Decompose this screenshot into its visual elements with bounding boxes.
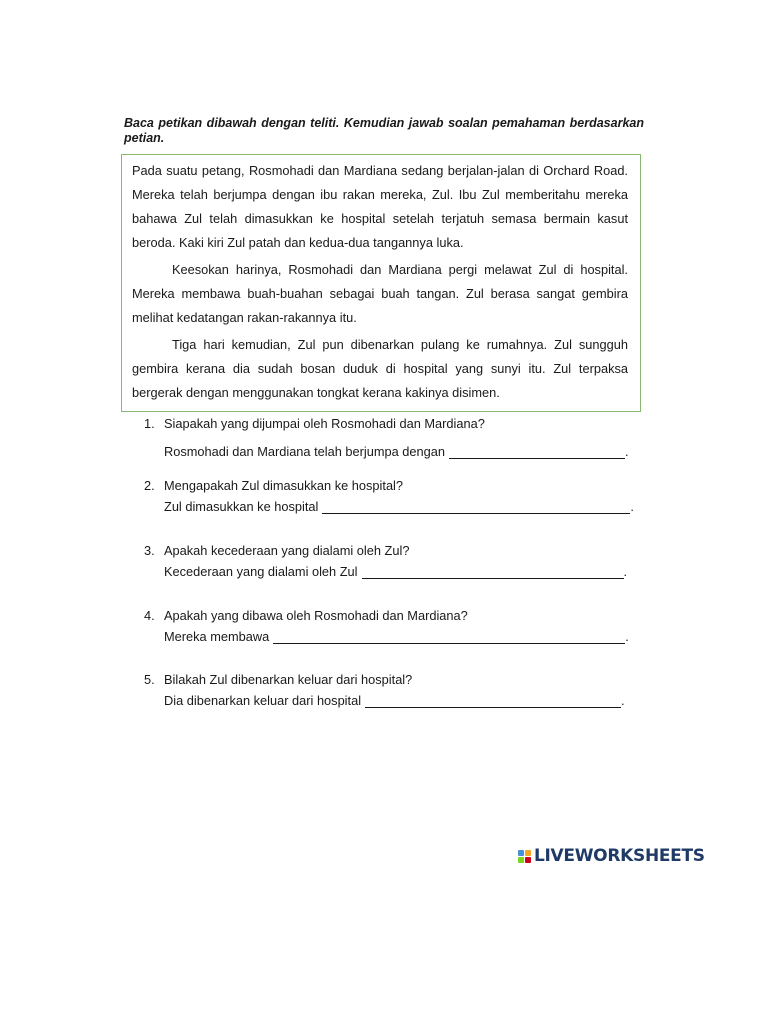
question-3 bbox=[144, 543, 644, 579]
question-4 bbox=[144, 608, 644, 644]
question-text: Mengapakah Zul dimasukkan ke hospital? bbox=[164, 478, 404, 493]
answer-prompt: Zul dimasukkan ke hospital bbox=[164, 499, 319, 514]
answer-blank-1[interactable] bbox=[449, 445, 625, 459]
question-text: Apakah yang dibawa oleh Rosmohadi dan Mardiana? bbox=[164, 608, 468, 623]
logo-text: LIVEWORKSHEETS bbox=[534, 846, 705, 866]
answer-blank-2[interactable] bbox=[322, 500, 630, 514]
logo-square bbox=[518, 857, 524, 863]
answer-blank-3[interactable] bbox=[362, 565, 624, 579]
answer-prompt: Rosmohadi dan Mardiana telah berjumpa dengan bbox=[164, 444, 446, 459]
answer-blank-5[interactable] bbox=[365, 694, 621, 708]
question-number: 2. bbox=[144, 478, 155, 493]
question-number: 4. bbox=[144, 608, 155, 623]
answer-period: . bbox=[625, 629, 629, 644]
logo-square bbox=[525, 857, 531, 863]
answer-period: . bbox=[621, 693, 625, 708]
question-text: Bilakah Zul dibenarkan keluar dari hospital? bbox=[164, 672, 413, 687]
passage-paragraph-3: Tiga hari kemudian, Zul pun dibenarkan pulang ke rumahnya. Zul sungguh gembira kerana dia sudah bosan duduk di hospital yang sunyi itu. Zul terpaksa bergerak dengan menggunakan tongkat kerana kakinya disimen. bbox=[132, 337, 628, 400]
answer-period: . bbox=[623, 564, 628, 579]
question-5 bbox=[144, 672, 644, 708]
answer-blank-4[interactable] bbox=[273, 630, 625, 644]
question-text: Siapakah yang dijumpai oleh Rosmohadi dan Mardiana? bbox=[164, 416, 485, 431]
question-number: 1. bbox=[144, 416, 155, 431]
passage-box bbox=[121, 154, 641, 412]
instruction-text: Baca petikan dibawah dengan teliti. Kemudian jawab soalan pemahaman berdasarkan petian. bbox=[124, 116, 644, 145]
question-1 bbox=[144, 416, 644, 459]
answer-prompt: Mereka membawa bbox=[164, 629, 270, 644]
answer-prompt: Kecederaan yang dialami oleh Zul bbox=[164, 564, 358, 579]
answer-period: . bbox=[625, 444, 629, 459]
passage-paragraph-2: Keesokan harinya, Rosmohadi dan Mardiana pergi melawat Zul di hospital. Mereka membawa buah-buahan sebagai buah tangan. Zul berasa sangat gembira melihat kedatangan rakan-rakannya itu. bbox=[132, 262, 628, 325]
logo-grid-icon bbox=[518, 850, 531, 863]
logo-square bbox=[525, 850, 531, 856]
question-number: 5. bbox=[144, 672, 155, 687]
question-2 bbox=[144, 478, 644, 514]
liveworksheets-logo bbox=[518, 846, 705, 866]
question-number: 3. bbox=[144, 543, 155, 558]
answer-period: . bbox=[630, 499, 634, 514]
answer-prompt: Dia dibenarkan keluar dari hospital bbox=[164, 693, 362, 708]
question-text: Apakah kecederaan yang dialami oleh Zul? bbox=[164, 543, 410, 558]
logo-square bbox=[518, 850, 524, 856]
passage-paragraph-1: Pada suatu petang, Rosmohadi dan Mardiana sedang berjalan-jalan di Orchard Road. Mereka telah berjumpa dengan ibu rakan mereka, Zul. Ibu Zul memberitahu mereka bahawa Zul telah dimasukkan ke hospital setelah terjatuh semasa bermain kasut beroda. Kaki kiri Zul patah dan kedua-dua tangannya luka. bbox=[132, 163, 628, 250]
